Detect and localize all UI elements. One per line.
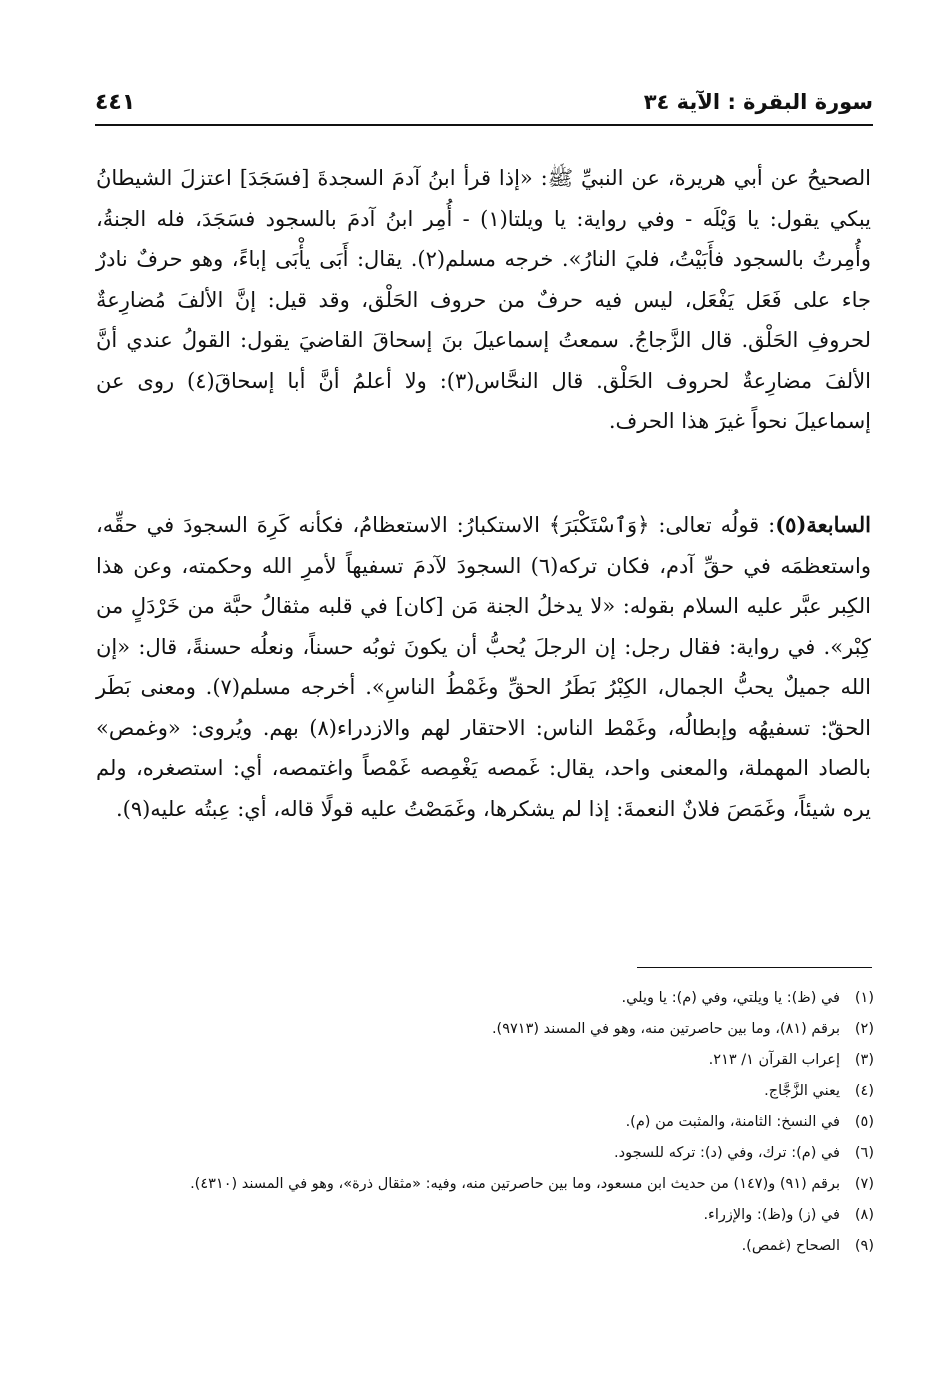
- body-paragraph-2: [96, 505, 871, 829]
- body-paragraph-2-text: : قولُه تعالى: ﴿وَٱسْتَكْبَرَ﴾ الاستكبارُ: الاستعظامُ، فكأنه كَرِهَ السجودَ في حقِّه، واستعظمَه في حقِّ آدم، فكان تركه(٦) السجودَ لآدمَ تسفيهاً لأمرِ الله وحكمته، وعن هذا الكِبر عبَّر عليه السلام بقوله: «لا يدخلُ الجنة مَن [كان] في قلبه مثقالُ حبَّة من خَرْدَلٍ من كِبْر». في رواية: فقال رجل: إن الرجلَ يُحبُّ أن يكونَ ثوبُه حسناً، ونعلُه حسنةً، قال: «إن الله جميلٌ يحبُّ الجمال، الكِبْرُ بَطَرُ الحقِّ وغَمْطُ الناسِ». أخرجه مسلم(٧). ومعنى بَطَر الحقّ: تسفيهُه وإبطالُه، وغَمْط الناس: الاحتقار لهم والازدراء(٨) بهم. ويُروى: «وغمص» بالصاد المهملة، والمعنى واحد، يقال: غَمصه يَغْمِصه غَمْصاً واغتمصه، أي: استصغره، ولم يره شيئاً، وغَمَصَ فلانٌ النعمةَ: إذا لم يشكرها، وغَمَصْتُ عليه قولًا قاله، أي: عِبتُه عليه(٩).: [96, 513, 872, 821]
- footnote-5: [100, 1107, 874, 1138]
- footnote-text: الصحاح (غمص).: [741, 1238, 840, 1254]
- footnote-9: [100, 1231, 874, 1262]
- footnote-number: (٨): [854, 1207, 874, 1223]
- footnote-text: في النسخ: الثامنة، والمثبت من (م).: [625, 1114, 840, 1130]
- footnote-4: [100, 1076, 874, 1107]
- footnote-rule: [637, 967, 872, 968]
- footnote-1: [100, 983, 874, 1014]
- footnote-number: (٥): [854, 1114, 874, 1130]
- section-heading-seventh: السابعة(٥): [775, 512, 871, 537]
- footnote-text: في (ز) و(ظ): والإزراء.: [703, 1207, 840, 1223]
- footnote-number: (٦): [854, 1145, 874, 1161]
- footnote-number: (٣): [854, 1052, 874, 1068]
- page-number: ٤٤١: [95, 89, 136, 115]
- footnote-3: [100, 1045, 874, 1076]
- footnote-text: في (ظ): يا ويلتي، وفي (م): يا ويلي.: [621, 990, 840, 1006]
- footnote-text: برقم (٨١)، وما بين حاصرتين منه، وهو في المسند (٩٧١٣).: [491, 1021, 840, 1037]
- footnote-number: (٢): [854, 1021, 874, 1037]
- footnote-number: (٩): [854, 1238, 874, 1254]
- footnote-6: [100, 1138, 874, 1169]
- footnote-number: (١): [854, 990, 874, 1006]
- body-paragraph-1: الصحيحُ عن أبي هريرة، عن النبيِّ ﷺ: «إذا قرأ ابنُ آدمَ السجدةَ [فسَجَدَ] اعتزلَ الشيطانُ يبكي يقول: يا وَيْلَه - وفي رواية: يا ويلتا(١) - أُمِر ابنُ آدمَ بالسجود فسَجَدَ، فله الجنةُ، وأُمِرتُ بالسجود فأَبَيْتُ، فليَ النارُ». خرجه مسلم(٢). يقال: أَبَى يأْبَى إباءً، وهو حرفٌ نادرٌ جاء على فَعَل يَفْعَل، ليس فيه حرفٌ من حروف الحَلْق، وقد قيل: إنَّ الألفَ مُضارِعةٌ لحروفِ الحَلْق. قال الزَّجاجُ. سمعتُ إسماعيلَ بنَ إسحاقَ القاضيَ يقول: القولُ عندي أنَّ الألفَ مضارِعةٌ لحروف الحَلْق. قال النحَّاس(٣): ولا أعلمُ أنَّ أبا إسحاقَ(٤) روى عن إسماعيلَ نحواً غيرَ هذا الحرف.: [96, 166, 872, 433]
- footnote-text: برقم (٩١) و(١٤٧) من حديث ابن مسعود، وما بين حاصرتين منه، وفيه: «مثقال ذرة»، وهو في المسند (٤٣١٠).: [190, 1176, 840, 1192]
- footnote-8: [100, 1200, 874, 1231]
- footnote-number: (٤): [854, 1083, 874, 1099]
- footnote-text: في (م): ترك، وفي (د): تركه للسجود.: [614, 1145, 840, 1161]
- footnote-text: إعراب القرآن ١/ ٢١٣.: [708, 1052, 840, 1068]
- running-title: سورة البقرة : الآية ٣٤: [643, 90, 873, 114]
- footnote-2: [100, 1014, 874, 1045]
- footnote-text: يعني الزَّجَّاج.: [764, 1083, 840, 1099]
- footnote-7: [100, 1169, 874, 1200]
- footnotes-list: [100, 983, 874, 1262]
- footnote-number: (٧): [854, 1176, 874, 1192]
- header-rule: [95, 124, 873, 126]
- page-header: [95, 80, 873, 124]
